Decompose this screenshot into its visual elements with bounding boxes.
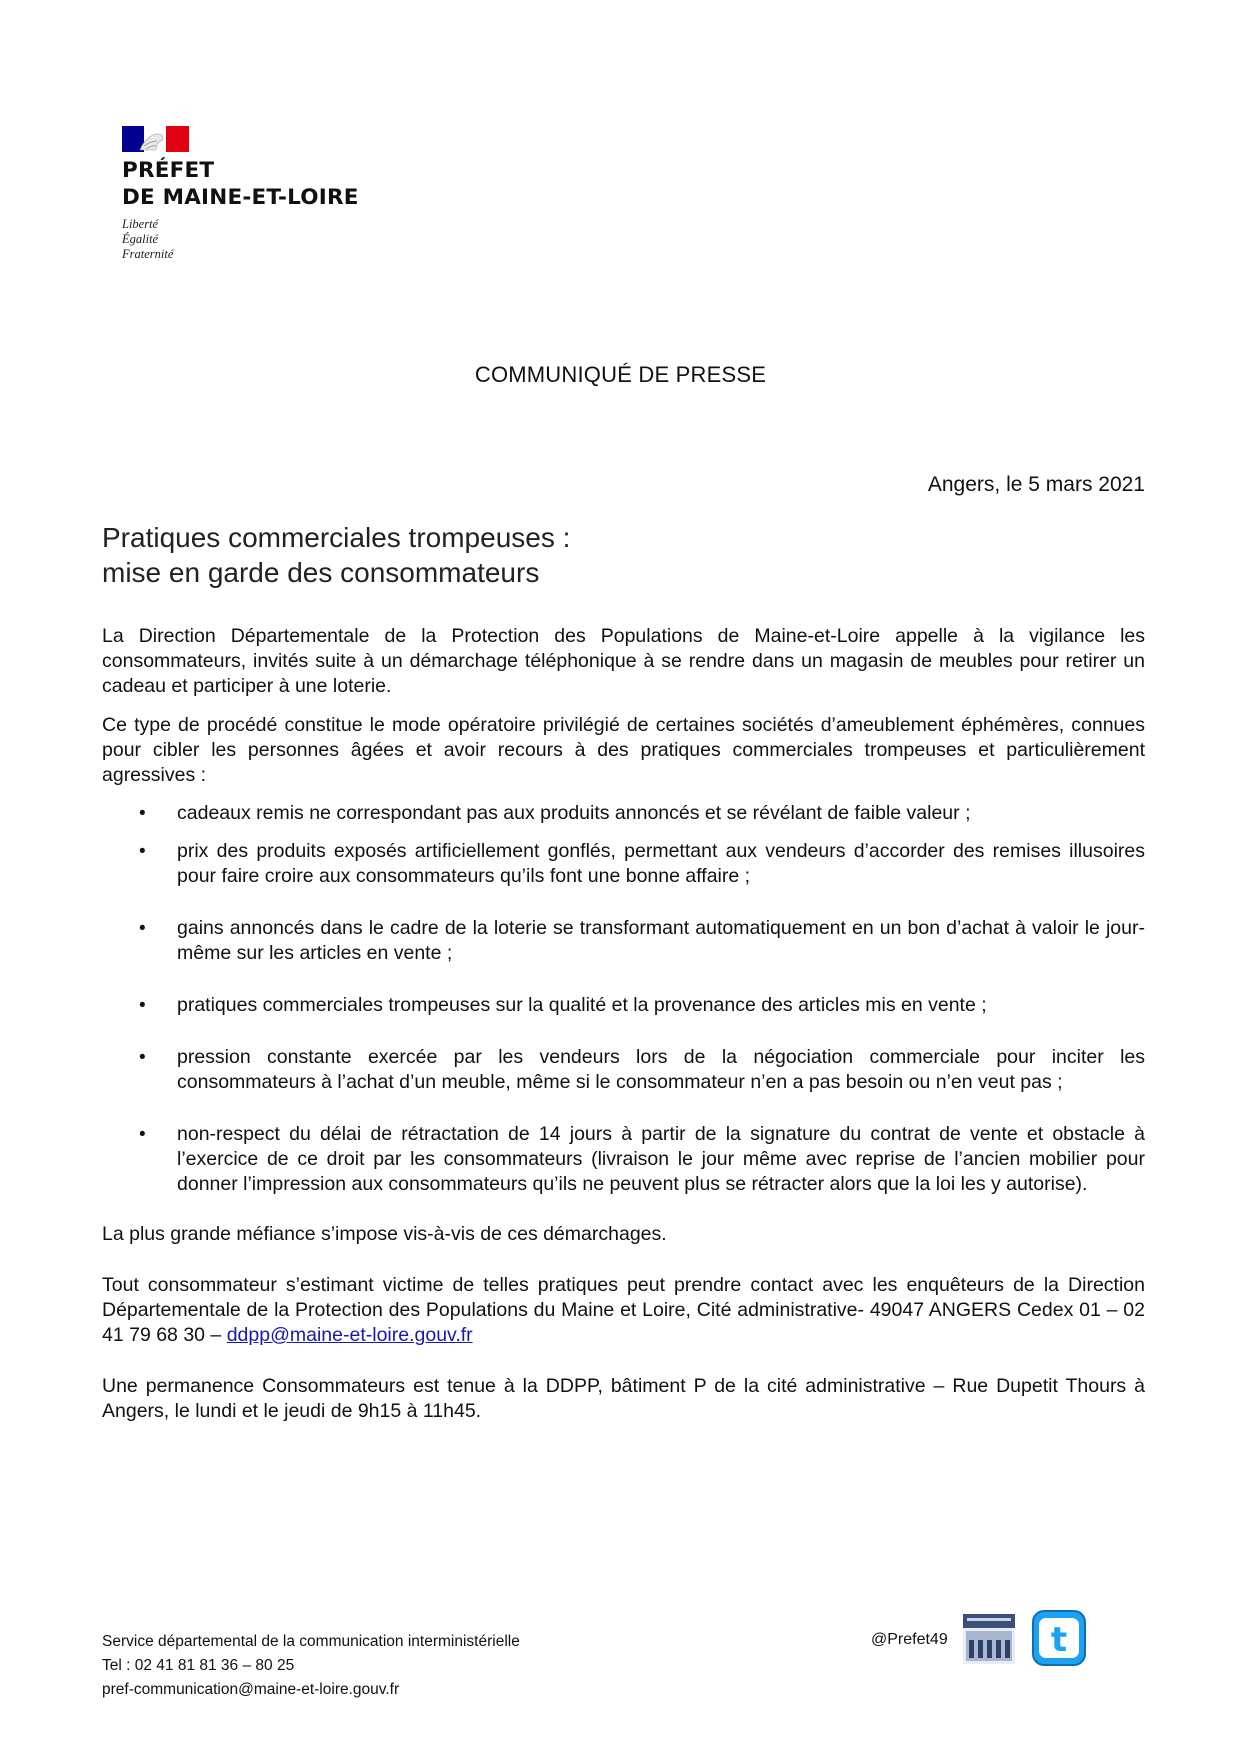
headline-line1: Pratiques commerciales trompeuses : [102,522,571,553]
bullet-dot-icon: • [139,1124,146,1145]
prefecture-badge-icon [963,1614,1015,1664]
footer-email: pref-communication@maine-et-loire.gouv.fr [102,1681,400,1698]
headline [102,520,1145,590]
list-item [102,801,1145,826]
list-item [102,916,1145,966]
intro-paragraph: La Direction Départementale de la Protection des Populations de Maine-et-Loire appelle à la vigilance les consommateurs, invités suite à un démarchage téléphonique à se rendre dans un magasin de meubles pour retirer un cadeau et participer à une loterie. [102,625,1145,697]
context-paragraph: Ce type de procédé constitue le mode opératoire privilégié de certaines sociétés d’ameublement éphémères, connues pour cibler les personnes âgées et avoir recours à des pratiques commerciales trompeuses et particulièrement agressives : [102,714,1145,786]
republic-motto [122,217,382,262]
motto-liberte: Liberté [122,217,159,231]
logo-title-line1: PRÉFET [122,158,215,183]
ddpp-email-link[interactable]: ddpp@maine-et-loire.gouv.fr [226,1324,473,1346]
list-item [102,839,1145,889]
twitter-bird-icon[interactable] [1032,1610,1086,1666]
motto-egalite: Égalité [122,232,159,246]
list-item-text: pratiques commerciales trompeuses sur la qualité et la provenance des articles mis en vente ; [177,994,987,1016]
footer-contact [102,1630,520,1702]
footer-service: Service départemental de la communication interministérielle [102,1633,520,1650]
list-item [102,1045,1145,1095]
logo-title [122,157,382,211]
list-item-text: cadeaux remis ne correspondant pas aux produits annoncés et se révélant de faible valeur ; [177,802,971,824]
prefecture-logo [122,126,382,262]
bullet-dot-icon: • [139,995,146,1016]
contact-text: Tout consommateur s’estimant victime de telles pratiques peut prendre contact avec les enquêteurs de la Direction Départementale de la Protection des Populations du Maine et Loire, Cité administrative- 49047 ANGERS Cedex 01 – 02 41 79 68 30 – [102,1274,1145,1346]
twitter-handle[interactable]: @Prefet49 [871,1631,948,1648]
bullet-dot-icon: • [139,1047,146,1068]
list-item-text: gains annoncés dans le cadre de la loterie se transformant automatiquement en un bon d’achat à valoir le jour-même sur les articles en vente ; [177,917,1145,964]
contact-paragraph [102,1273,1145,1348]
list-item-text: pression constante exercée par les vendeurs lors de la négociation commerciale pour inciter les consommateurs à l’achat d’un meuble, même si le consommateur n’en a pas besoin ou n’en veut pas ; [177,1046,1145,1093]
list-item [102,1122,1145,1197]
practices-list [102,801,1145,1197]
bullet-dot-icon: • [139,803,146,824]
marianne-flag-icon [122,126,189,152]
list-item-text: non-respect du délai de rétractation de 14 jours à partir de la signature du contrat de vente et obstacle à l’exercice de ce droit par les consommateurs (livraison le jour même avec reprise de l’ancien mobilier pour donner l’impression aux consommateurs qu’ils ne peuvent plus se rétracter alors que la loi les y autorise). [177,1123,1145,1195]
svg-text:t: t [1050,1620,1068,1660]
bullet-dot-icon: • [139,918,146,939]
list-item-text: prix des produits exposés artificiellement gonflés, permettant aux vendeurs d’accorder des remises illusoires pour faire croire aux consommateurs qu’ils font une bonne affaire ; [177,840,1145,887]
permanence-paragraph: Une permanence Consommateurs est tenue à la DDPP, bâtiment P de la cité administrative – Rue Dupetit Thours à Angers, le lundi et le jeudi de 9h15 à 11h45. [102,1375,1145,1422]
logo-title-line2: DE MAINE-ET-LOIRE [122,185,359,210]
press-release-body [102,520,1145,1424]
motto-fraternite: Fraternité [122,247,174,261]
warning-paragraph: La plus grande méfiance s’impose vis-à-vis de ces démarchages. [102,1223,667,1245]
headline-line2: mise en garde des consommateurs [102,557,540,588]
press-release-date: Angers, le 5 mars 2021 [927,473,1145,496]
bullet-dot-icon: • [139,841,146,862]
list-item [102,993,1145,1018]
communique-heading: COMMUNIQUÉ DE PRESSE [474,362,767,387]
footer-tel: Tel : 02 41 81 81 36 – 80 25 [102,1657,295,1674]
